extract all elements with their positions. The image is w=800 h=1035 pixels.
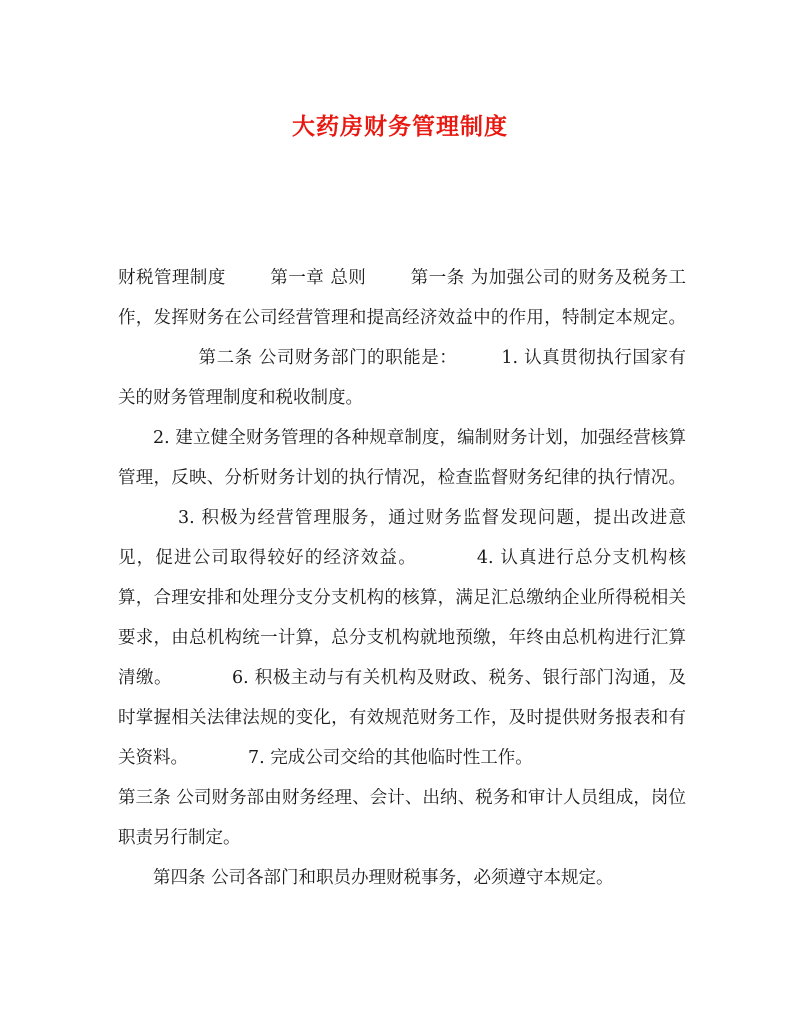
document-title: 大药房财务管理制度 <box>292 113 508 140</box>
article-3: 第三条 公司财务部由财务经理、会计、出纳、税务和审计人员组成，岗位职责另行制定。 <box>118 788 686 848</box>
paragraph-1 <box>118 258 686 418</box>
paragraph-2 <box>118 418 686 778</box>
paragraph-3 <box>118 778 686 858</box>
item-2: 2. 建立健全财务管理的各种规章制度，编制财务计划，加强经营核算管理，反映、分析财务计划的执行情况，检查监督财务纪律的执行情况。 <box>118 428 686 488</box>
article-2: 第二条 公司财务部门的职能是： <box>198 348 458 368</box>
item-4: 4. 认真进行总分支机构核算，合理安排和处理分支分支机构的核算，满足汇总缴纳企业所得税相关要求，由总机构统一计算，总分支机构就地预缴，年终由总机构进行汇算清缴。 <box>118 548 687 688</box>
chapter-heading: 第一章 总则 <box>269 268 367 288</box>
item-3: 3. 积极为经营管理服务，通过财务监督发现问题，提出改进意见，促进公司取得较好的经济效益。 <box>118 508 686 568</box>
item-1: 1. 认真贯彻执行国家有关的财务管理制度和税收制度。 <box>118 348 686 408</box>
article-1: 第一条 为加强公司的财务及税务工作，发挥财务在公司经营管理和提高经济效益中的作用，特制定本规定。 <box>118 268 687 328</box>
item-7: 7. 完成公司交给的其他临时性工作。 <box>248 748 533 768</box>
article-4: 第四条 公司各部门和职员办理财税事务，必须遵守本规定。 <box>153 868 614 888</box>
paragraph-4 <box>118 858 686 898</box>
section-heading: 财税管理制度 <box>118 268 226 288</box>
document-body <box>118 258 686 898</box>
item-6: 6. 积极主动与有关机构及财政、税务、银行部门沟通，及时掌握相关法律法规的变化，有效规范财务工作，及时提供财务报表和有关资料。 <box>118 668 687 768</box>
